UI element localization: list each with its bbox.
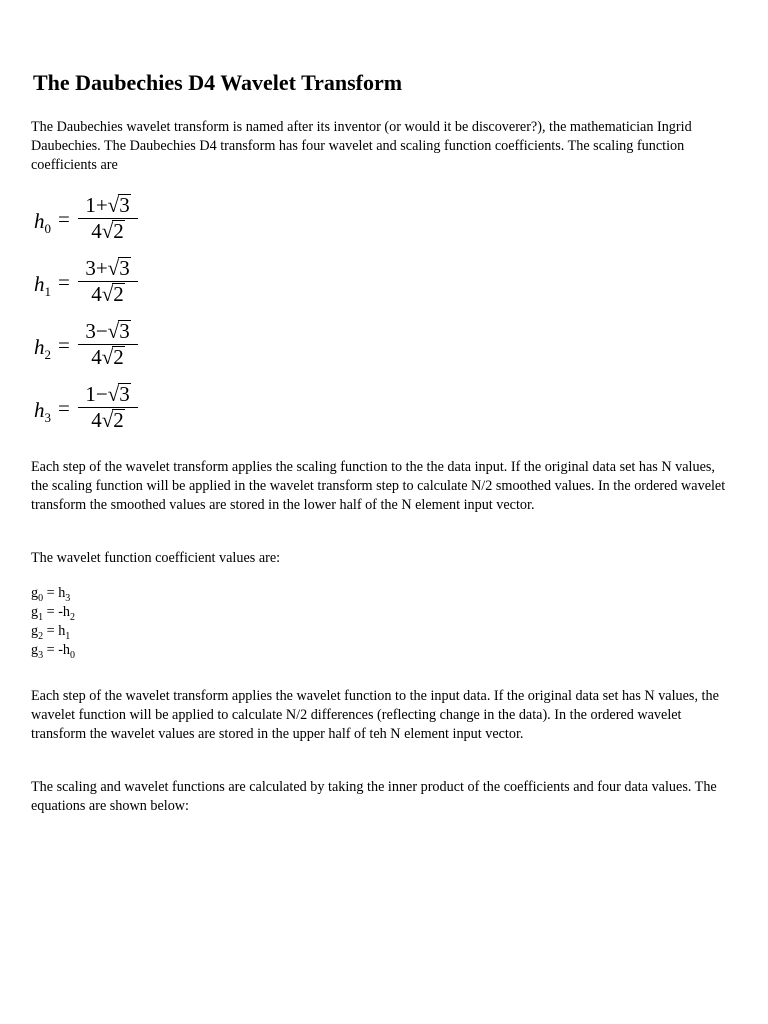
scaling-coefficient-equation: $h_0$ = 1+√3 4√2 [34,193,154,249]
intro-paragraph: The Daubechies wavelet transform is named after its inventor (or would it be discoverer?), the mathematician Ingrid Daubechies. The Daubechies D4 transform has four wavelet and scaling function coefficients. The scaling function coefficients are [31,119,692,173]
wavelet-coefficient-line: $g_1 = -h_2$ [31,604,76,623]
coefficient-symbol: $h_2$ [34,335,51,362]
inner-product-paragraph: The scaling and wavelet functions are calculated by taking the inner product of the coefficients and four data values. The equations are shown below: [31,779,717,814]
wavelet-coefficient-intro: The wavelet function coefficient values are: [31,550,281,566]
coefficient-fraction: 3+√3 4√2 [80,256,136,307]
page-title: The Daubechies D4 Wavelet Transform [33,70,403,95]
coefficient-symbol: $h_0$ [34,209,51,236]
coefficient-symbol: $h_1$ [34,272,51,299]
wavelet-step-paragraph: Each step of the wavelet transform applies the wavelet function to the input data. If the original data set has N values, the wavelet function will be applied to calculate N/2 differences (reflecting change in the data). In the ordered wavelet transform the wavelet values are stored in the upper half of teh N element input vector. [31,688,719,742]
scaling-coefficient-equation: $h_1$ = 3+√3 4√2 [34,256,154,312]
coefficient-symbol: $h_3$ [34,398,51,425]
wavelet-coefficient-list [31,584,75,660]
wavelet-coefficient-line: $g_0 = h_3$ [31,585,71,604]
coefficient-fraction: 1+√3 4√2 [80,193,136,244]
coefficient-fraction: 3−√3 4√2 [80,319,136,370]
scaling-step-paragraph: Each step of the wavelet transform applies the scaling function to the the data input. If the original data set has N values, the scaling function will be applied in the wavelet transform step to calculate N/2 smoothed values. In the ordered wavelet transform the smoothed values are stored in the lower half of the N element input vector. [31,459,726,513]
scaling-coefficient-equation: $h_3$ = 1−√3 4√2 [34,382,154,438]
coefficient-fraction: 1−√3 4√2 [80,382,136,433]
wavelet-coefficient-line: $g_3 = -h_0$ [31,642,76,661]
scaling-coefficient-equation: $h_2$ = 3−√3 4√2 [34,319,154,375]
wavelet-coefficient-line: $g_2 = h_1$ [31,623,71,642]
